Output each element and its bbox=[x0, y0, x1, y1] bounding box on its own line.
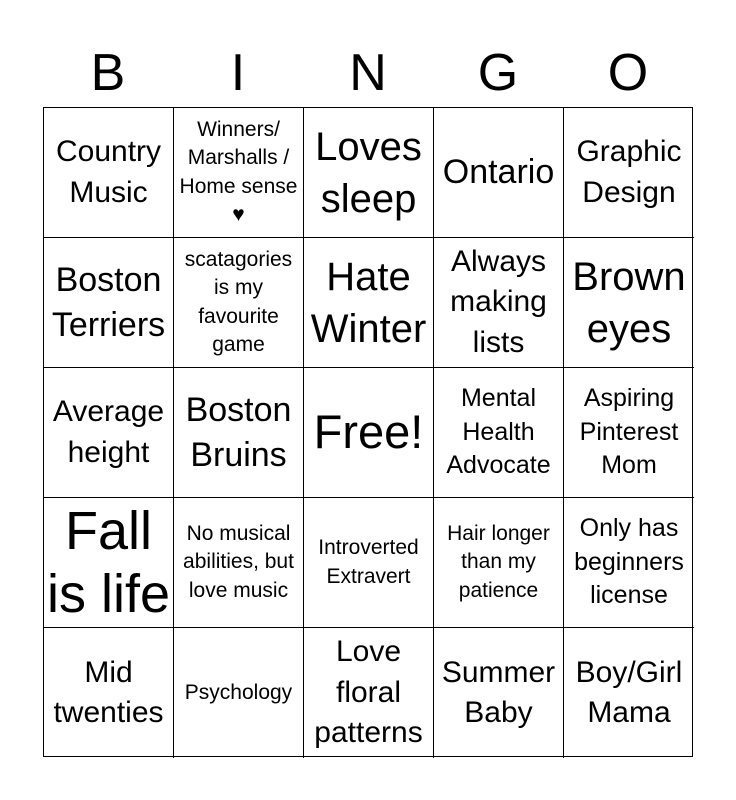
bingo-cell[interactable]: Graphic Design bbox=[564, 108, 694, 238]
bingo-cell[interactable]: Summer Baby bbox=[434, 628, 564, 758]
bingo-cell[interactable]: Hair longer than my patience bbox=[434, 498, 564, 628]
bingo-cell[interactable]: Only has beginners license bbox=[564, 498, 694, 628]
bingo-cell[interactable]: Aspiring Pinterest Mom bbox=[564, 368, 694, 498]
bingo-cell[interactable]: Country Music bbox=[44, 108, 174, 238]
bingo-cell[interactable]: Brown eyes bbox=[564, 238, 694, 368]
bingo-cell[interactable]: Mid twenties bbox=[44, 628, 174, 758]
bingo-cell[interactable]: Psychology bbox=[174, 628, 304, 758]
header-letter-b: B bbox=[90, 44, 126, 102]
bingo-cell[interactable]: Ontario bbox=[434, 108, 564, 238]
free-space[interactable]: Free! bbox=[304, 368, 434, 498]
bingo-cell[interactable]: Always making lists bbox=[434, 238, 564, 368]
bingo-cell[interactable]: Average height bbox=[44, 368, 174, 498]
bingo-cell[interactable]: Hate Winter bbox=[304, 238, 434, 368]
bingo-cell[interactable]: Introverted Extravert bbox=[304, 498, 434, 628]
header-letter-o: O bbox=[607, 44, 649, 102]
bingo-cell[interactable]: Boston Terriers bbox=[44, 238, 174, 368]
bingo-cell[interactable]: Boy/Girl Mama bbox=[575, 655, 683, 729]
bingo-cell[interactable]: Love floral patterns bbox=[304, 628, 434, 758]
bingo-board bbox=[43, 107, 693, 757]
bingo-cell[interactable]: scatagories is my favourite game bbox=[174, 238, 304, 368]
header-letter-i: I bbox=[230, 44, 246, 102]
bingo-cell[interactable]: Winners/ Marshalls / Home sense ♥ bbox=[174, 108, 304, 238]
bingo-cell[interactable]: No musical abilities, but love music bbox=[174, 498, 304, 628]
bingo-cell[interactable]: Boston Bruins bbox=[174, 368, 304, 498]
bingo-cell[interactable]: Mental Health Advocate bbox=[434, 368, 564, 498]
bingo-cell[interactable]: Fall is life bbox=[44, 498, 174, 628]
header-letter-g: G bbox=[477, 44, 519, 102]
header-letter-n: N bbox=[349, 44, 387, 102]
bingo-cell[interactable]: Loves sleep bbox=[304, 108, 434, 238]
bingo-header bbox=[43, 38, 693, 108]
